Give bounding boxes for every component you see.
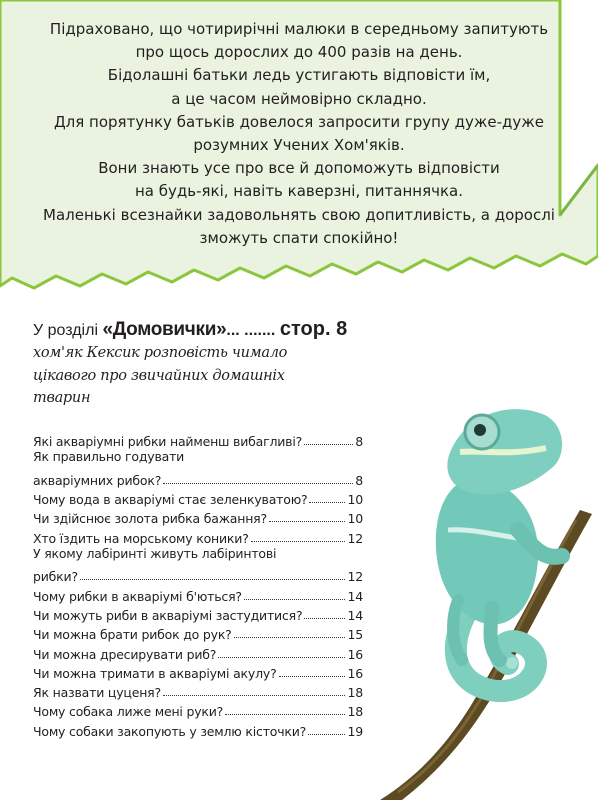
toc-dot-leader — [163, 483, 353, 484]
intro-panel — [0, 0, 598, 300]
toc-dot-leader — [244, 599, 346, 600]
toc-entry — [33, 449, 363, 488]
toc-page-number: 8 — [355, 434, 363, 450]
section-prefix: У розділі — [33, 322, 103, 339]
toc-page-number: 16 — [347, 665, 363, 681]
toc-entry-title: Які акваріумні рибки найменш вибагливі? — [33, 434, 303, 450]
toc-row — [33, 584, 363, 603]
toc-entry — [33, 700, 363, 719]
toc-row — [33, 488, 363, 507]
toc-entry — [33, 642, 363, 661]
section-dots: ... ....... — [226, 322, 276, 339]
toc-row — [33, 565, 363, 584]
toc-entry-title: Чи можна дресирувати риб? — [33, 646, 217, 662]
toc-row — [33, 623, 363, 642]
toc-row — [33, 642, 363, 661]
toc-entry — [33, 623, 363, 642]
toc-page-number: 18 — [347, 685, 363, 701]
toc-row — [33, 469, 363, 488]
toc-page-number: 14 — [347, 607, 363, 623]
toc-page-number: 12 — [347, 569, 363, 585]
toc-row — [33, 662, 363, 681]
intro-text — [8, 18, 590, 250]
toc-page-number: 18 — [347, 704, 363, 720]
toc-row — [33, 507, 363, 526]
toc-dot-leader — [269, 521, 346, 522]
toc-page-number: 10 — [347, 492, 363, 508]
intro-line: а це часом неймовірно складно. — [171, 89, 427, 108]
toc-entry-title: Чи можна брати рибок до рук? — [33, 627, 232, 643]
toc-row — [33, 526, 363, 545]
toc-entry-title: Чи здійснює золота рибка бажання? — [33, 511, 267, 527]
toc-entry-first-line: У якому лабіринті живуть лабіринтові — [33, 545, 277, 561]
toc-page-number: 15 — [347, 627, 363, 643]
toc-dot-leader — [234, 637, 346, 638]
toc-entry-title: Чи можуть риби в акваріумі застудитися? — [33, 607, 303, 623]
toc-dot-leader — [251, 541, 346, 542]
toc-dot-leader — [80, 579, 346, 580]
toc-entry — [33, 546, 363, 585]
toc-entry-title: Хто їздить на морському коники? — [33, 530, 249, 546]
intro-line: Підраховано, що чотирирічні малюки в середньому запитують — [49, 20, 549, 38]
toc-entry-title: Чому вода в акваріумі стає зеленкуватою? — [33, 492, 308, 508]
toc-row — [33, 700, 363, 719]
toc-entry — [33, 430, 363, 449]
intro-line: Маленькі всезнайки задовольнять свою допитливість, а дорослі — [43, 205, 555, 224]
toc-dot-leader — [218, 657, 345, 658]
toc-entry-first-line: Як правильно годувати — [33, 449, 185, 465]
intro-line: Для порятунку батьків довелося запросити групу дуже-дуже — [53, 112, 545, 131]
toc-entry-title: рибки? — [33, 569, 78, 585]
intro-line: Вони знають усе про все й допоможуть відповісти — [98, 159, 500, 178]
table-of-contents — [33, 430, 363, 739]
toc-row — [33, 719, 363, 738]
toc-row — [33, 430, 363, 449]
section-description: хом'як Кексик розповість чимало цікавого про звичайних домашніх тварин — [33, 345, 288, 406]
toc-page-number: 12 — [347, 530, 363, 546]
toc-page-number: 10 — [347, 511, 363, 527]
toc-page-number: 14 — [347, 588, 363, 604]
toc-page-number: 8 — [355, 472, 363, 488]
chameleon-photo — [340, 360, 598, 800]
toc-dot-leader — [225, 714, 345, 715]
toc-entry-title: Як назвати цуценя? — [33, 685, 161, 701]
toc-dot-leader — [163, 695, 346, 696]
section-page-label: стор. 8 — [279, 318, 348, 340]
intro-line: Бідолашні батьки ледь устигають відповісти їм, — [107, 66, 491, 85]
toc-entry — [33, 526, 363, 545]
toc-entry — [33, 681, 363, 700]
toc-entry-title: Чому рибки в акваріумі б'ються? — [33, 588, 242, 604]
intro-line: на будь-які, навіть каверзні, питаннячка. — [135, 182, 463, 201]
toc-entry — [33, 662, 363, 681]
toc-entry — [33, 604, 363, 623]
toc-row — [33, 681, 363, 700]
toc-entry-title: Чому собаки закопують у землю кісточки? — [33, 723, 307, 739]
toc-entry-title: акваріумних рибок? — [33, 472, 162, 488]
section-heading — [33, 318, 363, 341]
toc-dot-leader — [279, 676, 346, 677]
toc-entry — [33, 719, 363, 738]
toc-entry-title: Чи можна тримати в акваріумі акулу? — [33, 665, 277, 681]
toc-page-number: 16 — [347, 646, 363, 662]
intro-line: зможуть спати спокійно! — [199, 228, 399, 247]
intro-line: про щось дорослих до 400 разів на день. — [135, 43, 463, 62]
intro-line: розумних Учених Хом'яків. — [193, 136, 405, 155]
toc-entry-title: Чому собака лиже мені руки? — [33, 704, 224, 720]
toc-entry — [33, 507, 363, 526]
toc-row — [33, 604, 363, 623]
toc-page-number: 19 — [347, 723, 363, 739]
toc-entry — [33, 488, 363, 507]
toc-entry — [33, 584, 363, 603]
section-name: «Домовички» — [102, 319, 227, 340]
